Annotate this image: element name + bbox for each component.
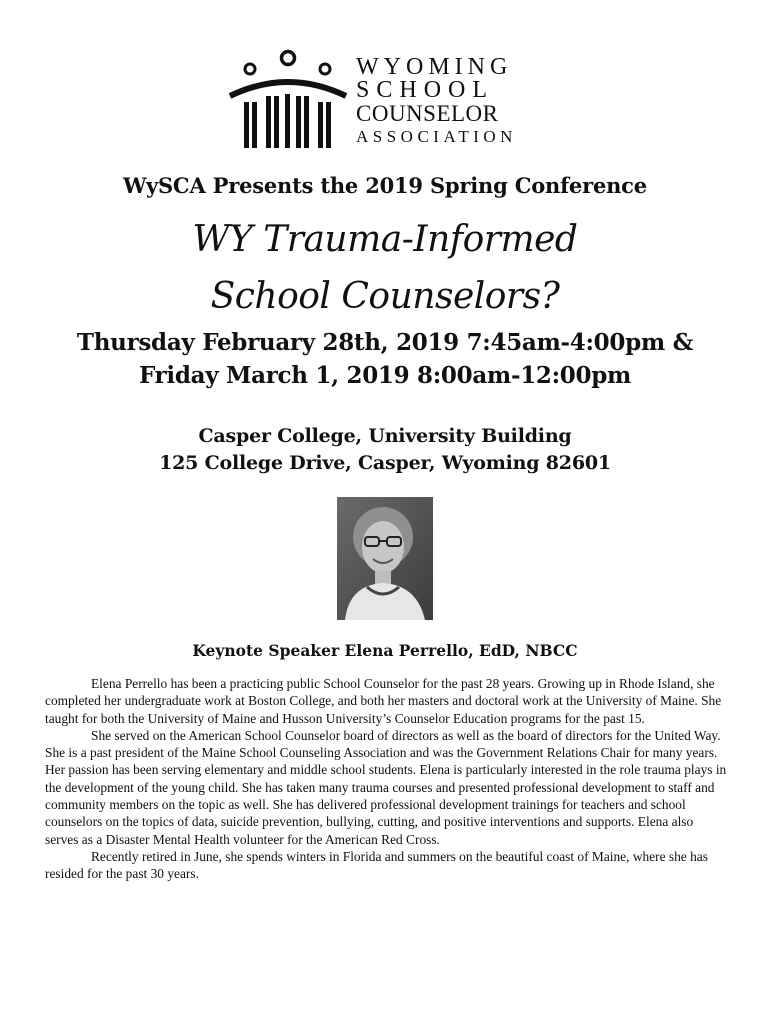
- logo-line-counselor: COUNSELOR: [356, 101, 499, 126]
- venue-address: 125 College Drive, Casper, Wyoming 82601: [159, 452, 611, 474]
- logo-wordmark: [356, 56, 517, 148]
- speaker-bio: [45, 675, 727, 883]
- speaker-portrait: [337, 497, 433, 620]
- logo-line-wyoming: WYOMING: [356, 54, 513, 80]
- keynote-heading: Keynote Speaker Elena Perrello, EdD, NBCC: [192, 641, 578, 660]
- conference-title-line-2: School Counselors?: [210, 276, 560, 317]
- conference-title-line-1: WY Trauma-Informed: [192, 219, 578, 260]
- bio-paragraph-2: She served on the American School Counselor board of directors as well as the board of directors for the United Way. She is a past president of the Maine School Counseling Association and was the Government Relations Chair for many years. Her passion has been serving elementary and middle school students. Elena is particularly interested in the role trauma plays in the development of the young child. She has taken many trauma courses and presented professional development to staff and community members on the topic as well. She has delivered professional development trainings for teachers and school counselors on the topics of data, suicide prevention, bullying, cutting, and positive interventions and supports. Elena also serves as a Disaster Mental Health volunteer for the American Red Cross.: [45, 727, 727, 847]
- schedule-line-2: Friday March 1, 2019 8:00am-12:00pm: [138, 362, 632, 389]
- conference-presents: WySCA Presents the 2019 Spring Conference: [123, 173, 647, 198]
- bio-paragraph-1: Elena Perrello has been a practicing public School Counselor for the past 28 years. Growing up in Rhode Island, she completed her undergraduate work at Boston College, and both her masters and doctoral work at the University of Maine. She taught for both the University of Maine and Husson University’s Counselor Education programs for the past 15.: [45, 676, 722, 726]
- wysca-logo: [222, 44, 552, 154]
- bio-paragraph-3: Recently retired in June, she spends winters in Florida and summers on the beautiful coast of Maine, where she has resided for the past 30 years.: [45, 848, 708, 882]
- venue-name: Casper College, University Building: [198, 425, 572, 447]
- logo-line-association: ASSOCIATION: [356, 127, 517, 146]
- people-columns-logo-icon: [222, 44, 352, 154]
- schedule-line-1: Thursday February 28th, 2019 7:45am-4:00pm &: [76, 329, 694, 356]
- logo-line-school: SCHOOL: [356, 77, 495, 103]
